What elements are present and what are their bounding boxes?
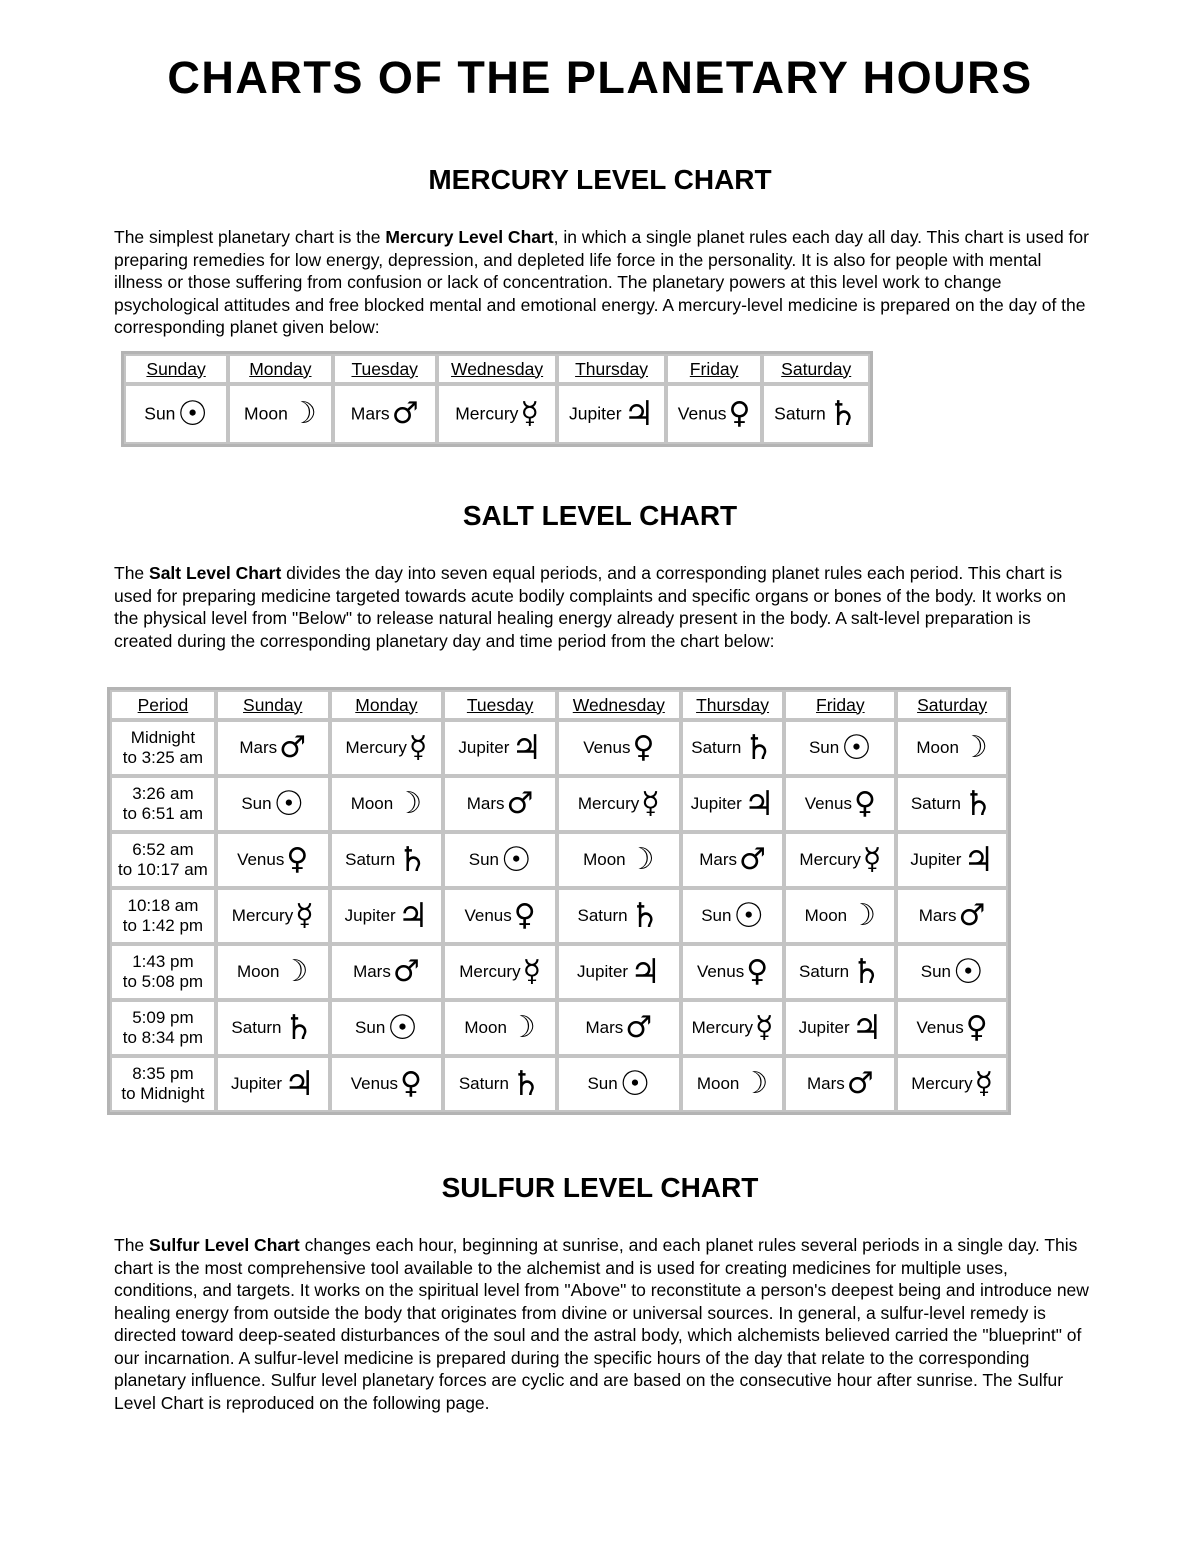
saturn-icon: ♄ [827, 394, 859, 434]
mercury-header-row [124, 354, 870, 384]
planet-cell-saturn [784, 944, 896, 1000]
venus-icon: ♀ [965, 1010, 988, 1045]
planet-name: Saturn [577, 906, 628, 925]
planet-cell-jupiter [681, 776, 785, 832]
mercury-header-sunday [124, 354, 228, 384]
salt-header-period [110, 690, 216, 720]
planet-cell-saturn [443, 1056, 557, 1112]
planet-name: Mercury [911, 1074, 973, 1093]
header-label: Wednesday [572, 694, 665, 715]
venus-icon: ♀ [513, 898, 536, 933]
planet-cell-mars [896, 888, 1008, 944]
planet-name: Jupiter [690, 794, 742, 813]
mars-icon: ♂ [739, 842, 766, 877]
planet-cell-venus [330, 1056, 444, 1112]
planet-name: Mercury [455, 403, 519, 424]
period-line: 5:09 pm [132, 1008, 194, 1027]
planet-name: Sun [920, 962, 951, 981]
moon-icon: ☽ [508, 1010, 536, 1045]
planet-name: Jupiter [344, 906, 396, 925]
mars-icon: ♂ [392, 954, 420, 989]
table-row [110, 944, 1008, 1000]
planet-name: Mercury [577, 794, 640, 813]
moon-icon: ☽ [741, 1066, 769, 1101]
planet-name: Moon [804, 906, 848, 925]
planet-cell-saturn [216, 1000, 330, 1056]
planet-name: Moon [696, 1074, 740, 1093]
planet-cell-venus [216, 832, 330, 888]
saturn-icon: ♄ [962, 784, 994, 824]
planet-cell-mercury [443, 944, 557, 1000]
planet-name: Venus [583, 738, 631, 757]
planet-name: Venus [237, 850, 285, 869]
mercury-icon: ☿ [974, 1066, 994, 1101]
mercury-header-wednesday [437, 354, 557, 384]
period-line: Midnight [130, 728, 196, 747]
period-line: to 8:34 pm [122, 1028, 204, 1047]
venus-icon: ♀ [286, 842, 309, 877]
period-cell [110, 1056, 216, 1112]
planet-name: Mars [350, 403, 390, 424]
period-cell [110, 1000, 216, 1056]
planet-cell-sun [557, 1056, 681, 1112]
period-cell [110, 888, 216, 944]
moon-icon: ☽ [395, 786, 423, 821]
planet-cell-sun [681, 888, 785, 944]
salt-header-row [110, 690, 1008, 720]
mars-icon: ♂ [279, 730, 307, 765]
planet-cell-mars [333, 384, 437, 444]
moon-icon: ☽ [627, 842, 655, 877]
sun-icon: ☉ [619, 1064, 651, 1104]
planet-name: Saturn [799, 962, 850, 981]
planet-cell-saturn [557, 888, 681, 944]
sulfur-description-text-2: changes each hour, beginning at sunrise, and each planet rules several periods in a single day. This chart is the most comprehensive tool available to the alchemist and is used for creating medicines for multiple uses, conditions, and targets. It works on the spiritual level from "Above" to reconstitute a person's deepest being and introduce new healing energy from outside the body that originates from divine or universal sources. In general, a sulfur-level remedy is directed toward deep-seated disturbances of the soul and the astral body, which alchemists believed carried the "blueprint" of our incarnation. A sulfur-level medicine is prepared during the specific hours of the day that relate to the corresponding planetary influence. Sulfur level planetary forces are cyclic and are based on the consecutive hour after sunrise. The Sulfur Level Chart is reproduced on the following page. [114, 1235, 1089, 1413]
planet-cell-saturn [896, 776, 1008, 832]
mercury-description-text-1: The simplest planetary chart is the [114, 227, 386, 247]
planet-name: Mars [585, 1018, 624, 1037]
planet-cell-moon [216, 944, 330, 1000]
planet-cell-jupiter [443, 720, 557, 776]
planet-cell-jupiter [557, 944, 681, 1000]
venus-icon: ♀ [746, 954, 769, 989]
mercury-description [114, 226, 1094, 339]
planet-name: Saturn [458, 1074, 509, 1093]
planet-cell-venus [443, 888, 557, 944]
planet-cell-mars [557, 1000, 681, 1056]
planet-name: Moon [236, 962, 280, 981]
planet-cell-moon [443, 1000, 557, 1056]
planet-cell-venus [681, 944, 785, 1000]
sun-icon: ☉ [841, 728, 872, 768]
mercury-header-thursday [557, 354, 666, 384]
salt-header-thursday [681, 690, 785, 720]
period-line: 10:18 am [127, 896, 199, 915]
planet-cell-moon [228, 384, 332, 444]
planet-name: Moon [350, 794, 394, 813]
planet-name: Saturn [345, 850, 396, 869]
mercury-header-saturday [762, 354, 870, 384]
header-label: Monday [249, 358, 312, 379]
header-label: Period [137, 694, 189, 715]
planet-cell-jupiter [896, 832, 1008, 888]
planet-cell-moon [681, 1056, 785, 1112]
salt-description-text-2: divides the day into seven equal periods, and a corresponding planet rules each period. This chart is used for preparing medicine targeted towards acute bodily complaints and specific organs or bones of the body. It works on the physical level from "Below" to release natural healing energy already present in the body. A salt-level preparation is created during the corresponding planetary day and time period from the chart below: [114, 563, 1067, 651]
header-label: Thursday [696, 694, 770, 715]
jupiter-icon: ♃ [511, 728, 542, 768]
period-line: to 10:17 am [118, 860, 208, 879]
mercury-icon: ☿ [862, 842, 882, 877]
planet-name: Jupiter [458, 738, 510, 757]
sulfur-description-text-1: The [114, 1235, 150, 1255]
jupiter-icon: ♃ [963, 840, 994, 880]
saturn-icon: ♄ [629, 896, 661, 936]
sun-icon: ☉ [387, 1008, 418, 1048]
planet-cell-jupiter [216, 1056, 330, 1112]
planet-name: Venus [677, 403, 727, 424]
mars-icon: ♂ [958, 898, 986, 933]
planet-name: Venus [464, 906, 512, 925]
salt-header-tuesday [443, 690, 557, 720]
header-label: Tuesday [351, 358, 418, 379]
header-label: Thursday [575, 358, 649, 379]
period-line: to 6:51 am [122, 804, 204, 823]
planet-name: Moon [583, 850, 626, 869]
period-cell [110, 776, 216, 832]
planet-cell-moon [557, 832, 681, 888]
mercury-heading: MERCURY LEVEL CHART [428, 164, 772, 195]
planet-cell-venus [666, 384, 763, 444]
planet-cell-moon [784, 888, 896, 944]
planet-cell-venus [557, 720, 681, 776]
planet-name: Mercury [799, 850, 861, 869]
planet-name: Saturn [774, 403, 826, 424]
planet-cell-mercury [557, 776, 681, 832]
mercury-icon: ☿ [522, 954, 542, 989]
moon-icon: ☽ [281, 954, 309, 989]
saturn-icon: ♄ [851, 952, 882, 992]
planet-cell-mars [443, 776, 557, 832]
salt-header-sunday [216, 690, 330, 720]
salt-header-saturday [896, 690, 1008, 720]
salt-header-wednesday [557, 690, 681, 720]
planet-cell-sun [216, 776, 330, 832]
mercury-icon: ☿ [408, 730, 428, 765]
period-line: 3:26 am [132, 784, 194, 803]
planet-cell-sun [124, 384, 228, 444]
planet-cell-mars [784, 1056, 896, 1112]
salt-heading: SALT LEVEL CHART [462, 500, 738, 531]
table-row [110, 832, 1008, 888]
sun-icon: ☉ [733, 896, 764, 936]
page-title: CHARTS OF THE PLANETARY HOURS [167, 52, 1033, 103]
planet-name: Mercury [691, 1018, 754, 1037]
planet-cell-mars [330, 944, 444, 1000]
jupiter-icon: ♃ [283, 1064, 315, 1104]
salt-table-body [110, 720, 1008, 1112]
planet-name: Mars [239, 738, 278, 757]
venus-icon: ♀ [400, 1066, 423, 1101]
planet-name: Jupiter [569, 403, 622, 424]
sun-icon: ☉ [177, 394, 208, 434]
jupiter-icon: ♃ [623, 394, 655, 434]
header-label: Sunday [146, 358, 206, 379]
saturn-icon: ♄ [743, 728, 774, 768]
planet-name: Moon [244, 403, 288, 424]
planet-name: Jupiter [577, 962, 629, 981]
table-row [110, 720, 1008, 776]
table-row [110, 888, 1008, 944]
planet-cell-sun [784, 720, 896, 776]
period-line: to 3:25 am [122, 748, 204, 767]
planet-name: Venus [916, 1018, 964, 1037]
mars-icon: ♂ [625, 1010, 653, 1045]
moon-icon: ☽ [289, 396, 317, 431]
planet-name: Sun [808, 738, 840, 757]
planet-cell-sun [443, 832, 557, 888]
period-line: to 1:42 pm [122, 916, 204, 935]
planet-name: Jupiter [798, 1018, 850, 1037]
planet-name: Sun [144, 403, 176, 424]
venus-icon: ♀ [632, 730, 655, 765]
planet-cell-sun [896, 944, 1008, 1000]
mercury-header-friday [666, 354, 763, 384]
planet-cell-mercury [784, 832, 896, 888]
planet-cell-mercury [681, 1000, 785, 1056]
planet-name: Jupiter [230, 1074, 282, 1093]
planet-name: Sun [587, 1074, 618, 1093]
mercury-description-text-2: , in which a single planet rules each day all day. This chart is used for preparing remedies for low energy, depression, and depleted life force in the personality. It is also for people with mental illness or those suffering from confusion or lack of concentration. The planetary powers at this level work to change psychological attitudes and free blocked mental and emotional energy. A mercury-level medicine is prepared on the day of the corresponding planet given below: [114, 227, 1089, 337]
planet-name: Venus [350, 1074, 399, 1093]
planet-name: Moon [916, 738, 959, 757]
header-label: Friday [689, 358, 739, 379]
period-cell [110, 944, 216, 1000]
jupiter-icon: ♃ [630, 952, 661, 992]
planet-name: Mercury [345, 738, 407, 757]
planet-cell-saturn [330, 832, 444, 888]
planet-name: Sun [241, 794, 272, 813]
mercury-header-monday [228, 354, 332, 384]
planet-cell-moon [330, 776, 444, 832]
mars-icon: ♂ [391, 396, 419, 431]
planet-cell-mercury [896, 1056, 1008, 1112]
planet-name: Mars [466, 794, 505, 813]
planet-name: Moon [464, 1018, 507, 1037]
salt-description-text-1: The [114, 563, 150, 583]
header-label: Friday [816, 694, 865, 715]
moon-icon: ☽ [960, 730, 988, 765]
period-line: 6:52 am [132, 840, 194, 859]
header-label: Wednesday [451, 358, 544, 379]
planet-name: Venus [696, 962, 745, 981]
period-line: to 5:08 pm [122, 972, 204, 991]
planet-cell-saturn [762, 384, 870, 444]
header-label: Tuesday [466, 694, 534, 715]
period-line: to Midnight [121, 1084, 205, 1103]
planet-name: Mars [353, 962, 391, 981]
planet-name: Venus [804, 794, 852, 813]
planet-name: Sun [355, 1018, 386, 1037]
sulfur-heading: SULFUR LEVEL CHART [441, 1172, 759, 1203]
header-label: Monday [355, 694, 418, 715]
planet-name: Saturn [910, 794, 961, 813]
sun-icon: ☉ [501, 840, 532, 880]
planet-cell-jupiter [784, 1000, 896, 1056]
sun-icon: ☉ [952, 952, 984, 992]
planet-cell-mars [681, 832, 785, 888]
mercury-header-tuesday [333, 354, 437, 384]
saturn-icon: ♄ [397, 840, 428, 880]
header-label: Saturday [781, 358, 852, 379]
mars-icon: ♂ [846, 1066, 874, 1101]
mercury-description-bold: Mercury Level Chart [385, 227, 554, 247]
mercury-icon: ☿ [755, 1010, 774, 1045]
venus-icon: ♀ [853, 786, 876, 821]
sulfur-description [114, 1234, 1094, 1414]
saturn-icon: ♄ [283, 1008, 314, 1048]
sulfur-description-bold: Sulfur Level Chart [149, 1235, 300, 1255]
salt-level-table [107, 687, 1011, 1115]
planet-name: Mercury [231, 906, 294, 925]
salt-header-friday [784, 690, 896, 720]
sun-icon: ☉ [273, 784, 305, 824]
period-cell [110, 832, 216, 888]
header-label: Sunday [243, 694, 303, 715]
planet-cell-mercury [437, 384, 557, 444]
planet-name: Sun [468, 850, 499, 869]
planet-cell-jupiter [557, 384, 666, 444]
planet-cell-jupiter [330, 888, 444, 944]
planet-name: Saturn [691, 738, 742, 757]
mercury-planet-row [124, 384, 870, 444]
planet-cell-venus [896, 1000, 1008, 1056]
planet-name: Mars [806, 1074, 845, 1093]
planet-cell-moon [896, 720, 1008, 776]
saturn-icon: ♄ [510, 1064, 542, 1104]
planet-name: Sun [701, 906, 732, 925]
planet-cell-mars [216, 720, 330, 776]
planet-name: Mars [918, 906, 957, 925]
planet-cell-venus [784, 776, 896, 832]
jupiter-icon: ♃ [397, 896, 429, 936]
planet-cell-mercury [330, 720, 444, 776]
table-row [110, 776, 1008, 832]
planet-cell-mercury [216, 888, 330, 944]
planet-name: Jupiter [910, 850, 962, 869]
header-label: Saturday [917, 694, 988, 715]
moon-icon: ☽ [849, 898, 877, 933]
salt-description-bold: Salt Level Chart [149, 563, 282, 583]
mercury-icon: ☿ [520, 396, 539, 431]
mars-icon: ♂ [506, 786, 534, 821]
table-row [110, 1056, 1008, 1112]
salt-header-monday [330, 690, 444, 720]
venus-icon: ♀ [728, 396, 751, 431]
period-line: 1:43 pm [132, 952, 194, 971]
planet-name: Mercury [459, 962, 521, 981]
salt-description [114, 562, 1094, 652]
period-line: 8:35 pm [132, 1064, 194, 1083]
jupiter-icon: ♃ [851, 1008, 883, 1048]
planet-name: Saturn [231, 1018, 282, 1037]
period-cell [110, 720, 216, 776]
table-row [110, 1000, 1008, 1056]
jupiter-icon: ♃ [743, 784, 775, 824]
mercury-level-table [121, 351, 873, 447]
mercury-icon: ☿ [641, 786, 660, 821]
mercury-icon: ☿ [295, 898, 314, 933]
planet-cell-saturn [681, 720, 785, 776]
planet-name: Mars [699, 850, 737, 869]
planet-cell-sun [330, 1000, 444, 1056]
